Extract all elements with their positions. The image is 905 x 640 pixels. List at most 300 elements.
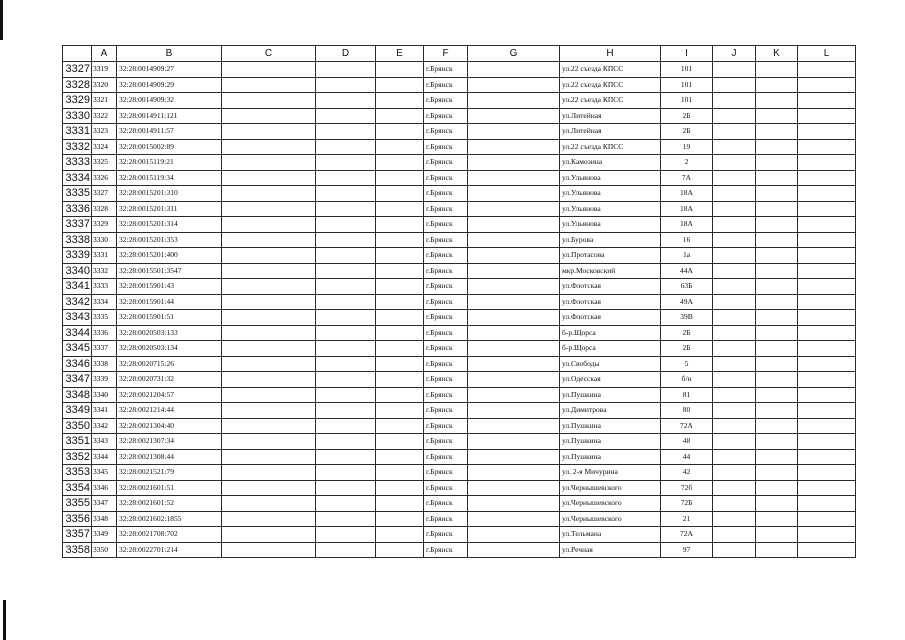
cell-d[interactable] [316, 418, 376, 434]
cell-k[interactable] [756, 263, 798, 279]
cell-d[interactable] [316, 449, 376, 465]
cell-e[interactable] [376, 186, 424, 202]
cell-j[interactable] [713, 108, 756, 124]
row-number[interactable]: 3328 [63, 77, 92, 93]
cell-b[interactable]: 32:28:0015002:89 [117, 139, 222, 155]
cell-c[interactable] [222, 108, 316, 124]
cell-k[interactable] [756, 542, 798, 558]
cell-j[interactable] [713, 449, 756, 465]
cell-i[interactable]: 49А [661, 294, 713, 310]
cell-e[interactable] [376, 372, 424, 388]
cell-d[interactable] [316, 372, 376, 388]
cell-b[interactable]: 32:28:0015201:314 [117, 217, 222, 233]
cell-j[interactable] [713, 263, 756, 279]
cell-i[interactable]: 81 [661, 387, 713, 403]
cell-l[interactable] [798, 542, 856, 558]
cell-k[interactable] [756, 434, 798, 450]
cell-e[interactable] [376, 387, 424, 403]
cell-a[interactable]: 3336 [92, 325, 117, 341]
cell-a[interactable]: 3332 [92, 263, 117, 279]
cell-b[interactable]: 32:28:0020731:32 [117, 372, 222, 388]
cell-j[interactable] [713, 310, 756, 326]
cell-g[interactable] [468, 341, 560, 357]
cell-c[interactable] [222, 186, 316, 202]
cell-g[interactable] [468, 387, 560, 403]
cell-j[interactable] [713, 434, 756, 450]
cell-l[interactable] [798, 356, 856, 372]
cell-d[interactable] [316, 465, 376, 481]
cell-e[interactable] [376, 527, 424, 543]
cell-i[interactable]: 2 [661, 155, 713, 171]
cell-a[interactable]: 3319 [92, 62, 117, 78]
cell-j[interactable] [713, 232, 756, 248]
cell-f[interactable]: г.Брянск [424, 201, 468, 217]
cell-g[interactable] [468, 418, 560, 434]
cell-l[interactable] [798, 108, 856, 124]
row-number[interactable]: 3347 [63, 372, 92, 388]
cell-b[interactable]: 32:28:0021521:79 [117, 465, 222, 481]
cell-h[interactable]: ул.Димитрова [560, 403, 661, 419]
cell-e[interactable] [376, 248, 424, 264]
cell-f[interactable]: г.Брянск [424, 325, 468, 341]
cell-h[interactable]: ул.22 съезда КПСС [560, 93, 661, 109]
cell-l[interactable] [798, 449, 856, 465]
cell-i[interactable]: 18А [661, 217, 713, 233]
cell-a[interactable]: 3347 [92, 496, 117, 512]
cell-i[interactable]: 16 [661, 232, 713, 248]
cell-a[interactable]: 3348 [92, 511, 117, 527]
cell-c[interactable] [222, 62, 316, 78]
cell-a[interactable]: 3338 [92, 356, 117, 372]
cell-e[interactable] [376, 496, 424, 512]
cell-j[interactable] [713, 372, 756, 388]
cell-h[interactable]: ул.22 съезда КПСС [560, 77, 661, 93]
cell-a[interactable]: 3346 [92, 480, 117, 496]
cell-h[interactable]: ул.Ульянова [560, 170, 661, 186]
cell-a[interactable]: 3337 [92, 341, 117, 357]
cell-a[interactable]: 3341 [92, 403, 117, 419]
cell-b[interactable]: 32:28:0021204:57 [117, 387, 222, 403]
cell-a[interactable]: 3333 [92, 279, 117, 295]
cell-h[interactable]: ул.Литейная [560, 124, 661, 140]
cell-b[interactable]: 32:28:0015201:353 [117, 232, 222, 248]
cell-j[interactable] [713, 139, 756, 155]
cell-e[interactable] [376, 465, 424, 481]
cell-f[interactable]: г.Брянск [424, 155, 468, 171]
cell-f[interactable]: г.Брянск [424, 108, 468, 124]
cell-g[interactable] [468, 496, 560, 512]
cell-f[interactable]: г.Брянск [424, 186, 468, 202]
cell-j[interactable] [713, 77, 756, 93]
cell-a[interactable]: 3349 [92, 527, 117, 543]
cell-h[interactable]: ул.Пушкина [560, 387, 661, 403]
cell-g[interactable] [468, 139, 560, 155]
cell-f[interactable]: г.Брянск [424, 480, 468, 496]
cell-l[interactable] [798, 403, 856, 419]
cell-d[interactable] [316, 356, 376, 372]
row-number[interactable]: 3356 [63, 511, 92, 527]
cell-j[interactable] [713, 279, 756, 295]
row-number[interactable]: 3338 [63, 232, 92, 248]
cell-i[interactable]: 101 [661, 62, 713, 78]
cell-g[interactable] [468, 465, 560, 481]
cell-a[interactable]: 3329 [92, 217, 117, 233]
cell-d[interactable] [316, 341, 376, 357]
cell-h[interactable]: ул.Пушкина [560, 434, 661, 450]
row-number[interactable]: 3346 [63, 356, 92, 372]
corner-header[interactable] [63, 46, 92, 62]
cell-k[interactable] [756, 418, 798, 434]
column-header-b[interactable]: B [117, 46, 222, 62]
cell-e[interactable] [376, 294, 424, 310]
cell-h[interactable]: ул.Литейная [560, 108, 661, 124]
cell-l[interactable] [798, 186, 856, 202]
cell-c[interactable] [222, 170, 316, 186]
cell-i[interactable]: 18А [661, 186, 713, 202]
cell-k[interactable] [756, 527, 798, 543]
cell-i[interactable]: 44 [661, 449, 713, 465]
cell-b[interactable]: 32:28:0015501:3547 [117, 263, 222, 279]
cell-e[interactable] [376, 155, 424, 171]
cell-b[interactable]: 32:28:0022701:214 [117, 542, 222, 558]
cell-g[interactable] [468, 186, 560, 202]
cell-g[interactable] [468, 62, 560, 78]
cell-b[interactable]: 32:28:0015201:310 [117, 186, 222, 202]
cell-c[interactable] [222, 310, 316, 326]
cell-k[interactable] [756, 480, 798, 496]
cell-j[interactable] [713, 542, 756, 558]
cell-e[interactable] [376, 341, 424, 357]
cell-h[interactable]: ул.22 съезда КПСС [560, 139, 661, 155]
cell-d[interactable] [316, 139, 376, 155]
cell-l[interactable] [798, 248, 856, 264]
cell-l[interactable] [798, 527, 856, 543]
cell-a[interactable]: 3343 [92, 434, 117, 450]
cell-d[interactable] [316, 511, 376, 527]
cell-c[interactable] [222, 155, 316, 171]
cell-i[interactable]: 2Б [661, 108, 713, 124]
cell-c[interactable] [222, 325, 316, 341]
row-number[interactable]: 3334 [63, 170, 92, 186]
cell-i[interactable]: 2Б [661, 124, 713, 140]
cell-f[interactable]: г.Брянск [424, 170, 468, 186]
cell-l[interactable] [798, 434, 856, 450]
cell-i[interactable]: 7А [661, 170, 713, 186]
cell-b[interactable]: 32:28:0021307:34 [117, 434, 222, 450]
cell-e[interactable] [376, 93, 424, 109]
cell-d[interactable] [316, 294, 376, 310]
cell-h[interactable]: ул.Тельмана [560, 527, 661, 543]
cell-f[interactable]: г.Брянск [424, 217, 468, 233]
cell-d[interactable] [316, 542, 376, 558]
cell-c[interactable] [222, 496, 316, 512]
cell-c[interactable] [222, 387, 316, 403]
cell-i[interactable]: 18А [661, 201, 713, 217]
cell-a[interactable]: 3326 [92, 170, 117, 186]
column-header-e[interactable]: E [376, 46, 424, 62]
column-header-d[interactable]: D [316, 46, 376, 62]
cell-f[interactable]: г.Брянск [424, 248, 468, 264]
cell-d[interactable] [316, 310, 376, 326]
cell-k[interactable] [756, 186, 798, 202]
cell-a[interactable]: 3322 [92, 108, 117, 124]
column-header-j[interactable]: J [713, 46, 756, 62]
cell-c[interactable] [222, 232, 316, 248]
cell-f[interactable]: г.Брянск [424, 434, 468, 450]
cell-h[interactable]: ул.Бурова [560, 232, 661, 248]
cell-d[interactable] [316, 480, 376, 496]
cell-e[interactable] [376, 139, 424, 155]
cell-i[interactable]: 97 [661, 542, 713, 558]
cell-a[interactable]: 3350 [92, 542, 117, 558]
cell-k[interactable] [756, 124, 798, 140]
cell-d[interactable] [316, 387, 376, 403]
cell-d[interactable] [316, 325, 376, 341]
cell-k[interactable] [756, 465, 798, 481]
row-number[interactable]: 3337 [63, 217, 92, 233]
cell-d[interactable] [316, 155, 376, 171]
cell-l[interactable] [798, 279, 856, 295]
cell-b[interactable]: 32:28:0015901:43 [117, 279, 222, 295]
cell-e[interactable] [376, 418, 424, 434]
row-number[interactable]: 3341 [63, 279, 92, 295]
cell-e[interactable] [376, 232, 424, 248]
cell-k[interactable] [756, 93, 798, 109]
cell-b[interactable]: 32:28:0015119:34 [117, 170, 222, 186]
cell-i[interactable]: 44А [661, 263, 713, 279]
cell-a[interactable]: 3324 [92, 139, 117, 155]
cell-g[interactable] [468, 279, 560, 295]
cell-j[interactable] [713, 93, 756, 109]
cell-i[interactable]: 72А [661, 418, 713, 434]
cell-i[interactable]: 101 [661, 93, 713, 109]
cell-l[interactable] [798, 124, 856, 140]
row-number[interactable]: 3343 [63, 310, 92, 326]
cell-e[interactable] [376, 542, 424, 558]
cell-f[interactable]: г.Брянск [424, 511, 468, 527]
cell-l[interactable] [798, 325, 856, 341]
cell-h[interactable]: ул.Флотская [560, 279, 661, 295]
cell-d[interactable] [316, 496, 376, 512]
cell-j[interactable] [713, 418, 756, 434]
cell-g[interactable] [468, 263, 560, 279]
cell-c[interactable] [222, 294, 316, 310]
cell-h[interactable]: ул.Чернышевского [560, 511, 661, 527]
row-number[interactable]: 3348 [63, 387, 92, 403]
cell-b[interactable]: 32:28:0015901:51 [117, 310, 222, 326]
cell-b[interactable]: 32:28:0014911:121 [117, 108, 222, 124]
cell-a[interactable]: 3344 [92, 449, 117, 465]
column-header-g[interactable]: G [468, 46, 560, 62]
cell-i[interactable]: 101 [661, 77, 713, 93]
row-number[interactable]: 3330 [63, 108, 92, 124]
cell-g[interactable] [468, 511, 560, 527]
cell-d[interactable] [316, 403, 376, 419]
cell-g[interactable] [468, 201, 560, 217]
cell-g[interactable] [468, 93, 560, 109]
cell-i[interactable]: 19 [661, 139, 713, 155]
cell-c[interactable] [222, 511, 316, 527]
cell-g[interactable] [468, 217, 560, 233]
cell-i[interactable]: 42 [661, 465, 713, 481]
cell-k[interactable] [756, 201, 798, 217]
cell-i[interactable]: 80 [661, 403, 713, 419]
cell-f[interactable]: г.Брянск [424, 372, 468, 388]
cell-f[interactable]: г.Брянск [424, 496, 468, 512]
cell-d[interactable] [316, 186, 376, 202]
cell-k[interactable] [756, 294, 798, 310]
cell-j[interactable] [713, 480, 756, 496]
cell-j[interactable] [713, 186, 756, 202]
cell-j[interactable] [713, 155, 756, 171]
cell-g[interactable] [468, 77, 560, 93]
cell-d[interactable] [316, 108, 376, 124]
cell-e[interactable] [376, 449, 424, 465]
column-header-f[interactable]: F [424, 46, 468, 62]
cell-g[interactable] [468, 124, 560, 140]
cell-a[interactable]: 3342 [92, 418, 117, 434]
row-number[interactable]: 3329 [63, 93, 92, 109]
cell-f[interactable]: г.Брянск [424, 77, 468, 93]
row-number[interactable]: 3336 [63, 201, 92, 217]
cell-d[interactable] [316, 279, 376, 295]
cell-l[interactable] [798, 465, 856, 481]
cell-h[interactable]: ул.Ульянова [560, 201, 661, 217]
cell-b[interactable]: 32:28:0014909:29 [117, 77, 222, 93]
cell-f[interactable]: г.Брянск [424, 418, 468, 434]
cell-f[interactable]: г.Брянск [424, 310, 468, 326]
cell-a[interactable]: 3340 [92, 387, 117, 403]
row-number[interactable]: 3339 [63, 248, 92, 264]
cell-c[interactable] [222, 248, 316, 264]
cell-k[interactable] [756, 108, 798, 124]
cell-k[interactable] [756, 139, 798, 155]
row-number[interactable]: 3353 [63, 465, 92, 481]
cell-j[interactable] [713, 62, 756, 78]
cell-k[interactable] [756, 341, 798, 357]
cell-j[interactable] [713, 341, 756, 357]
cell-e[interactable] [376, 511, 424, 527]
cell-j[interactable] [713, 124, 756, 140]
cell-b[interactable]: 32:28:0020503:134 [117, 341, 222, 357]
cell-g[interactable] [468, 372, 560, 388]
cell-b[interactable]: 32:28:0021214:44 [117, 403, 222, 419]
cell-h[interactable]: ул.Речная [560, 542, 661, 558]
cell-f[interactable]: г.Брянск [424, 356, 468, 372]
cell-k[interactable] [756, 325, 798, 341]
cell-j[interactable] [713, 325, 756, 341]
cell-c[interactable] [222, 465, 316, 481]
cell-h[interactable]: ул.Чернышевского [560, 496, 661, 512]
cell-f[interactable]: г.Брянск [424, 279, 468, 295]
cell-i[interactable]: 5 [661, 356, 713, 372]
cell-l[interactable] [798, 77, 856, 93]
cell-g[interactable] [468, 155, 560, 171]
cell-d[interactable] [316, 201, 376, 217]
cell-c[interactable] [222, 77, 316, 93]
column-header-l[interactable]: L [798, 46, 856, 62]
cell-a[interactable]: 3321 [92, 93, 117, 109]
cell-c[interactable] [222, 217, 316, 233]
cell-h[interactable]: ул.Протасова [560, 248, 661, 264]
cell-d[interactable] [316, 77, 376, 93]
cell-i[interactable]: 21 [661, 511, 713, 527]
cell-d[interactable] [316, 124, 376, 140]
cell-c[interactable] [222, 356, 316, 372]
cell-k[interactable] [756, 62, 798, 78]
cell-l[interactable] [798, 170, 856, 186]
cell-i[interactable]: 2Б [661, 325, 713, 341]
cell-c[interactable] [222, 480, 316, 496]
cell-a[interactable]: 3325 [92, 155, 117, 171]
cell-f[interactable]: г.Брянск [424, 294, 468, 310]
cell-k[interactable] [756, 403, 798, 419]
cell-h[interactable]: ул.Камозина [560, 155, 661, 171]
cell-k[interactable] [756, 279, 798, 295]
cell-a[interactable]: 3335 [92, 310, 117, 326]
cell-i[interactable]: 1а [661, 248, 713, 264]
cell-h[interactable]: ул.Флотская [560, 294, 661, 310]
cell-l[interactable] [798, 155, 856, 171]
column-header-i[interactable]: I [661, 46, 713, 62]
cell-k[interactable] [756, 372, 798, 388]
cell-l[interactable] [798, 341, 856, 357]
cell-f[interactable]: г.Брянск [424, 449, 468, 465]
cell-b[interactable]: 32:28:0015119:21 [117, 155, 222, 171]
cell-h[interactable]: б-р.Щорса [560, 325, 661, 341]
cell-l[interactable] [798, 62, 856, 78]
cell-k[interactable] [756, 310, 798, 326]
cell-g[interactable] [468, 325, 560, 341]
cell-c[interactable] [222, 403, 316, 419]
cell-e[interactable] [376, 62, 424, 78]
cell-b[interactable]: 32:28:0021304:40 [117, 418, 222, 434]
cell-j[interactable] [713, 403, 756, 419]
cell-h[interactable]: ул.Ульянова [560, 186, 661, 202]
cell-k[interactable] [756, 77, 798, 93]
column-header-a[interactable]: A [92, 46, 117, 62]
cell-f[interactable]: г.Брянск [424, 124, 468, 140]
cell-e[interactable] [376, 403, 424, 419]
cell-f[interactable]: г.Брянск [424, 341, 468, 357]
cell-a[interactable]: 3339 [92, 372, 117, 388]
cell-l[interactable] [798, 372, 856, 388]
row-number[interactable]: 3354 [63, 480, 92, 496]
cell-d[interactable] [316, 62, 376, 78]
cell-j[interactable] [713, 527, 756, 543]
cell-i[interactable]: 48 [661, 434, 713, 450]
cell-b[interactable]: 32:28:0020715:26 [117, 356, 222, 372]
cell-b[interactable]: 32:28:0015901:44 [117, 294, 222, 310]
cell-j[interactable] [713, 217, 756, 233]
cell-i[interactable]: 2Б [661, 341, 713, 357]
cell-j[interactable] [713, 465, 756, 481]
cell-h[interactable]: ул.22 съезда КПСС [560, 62, 661, 78]
cell-k[interactable] [756, 248, 798, 264]
cell-g[interactable] [468, 310, 560, 326]
cell-g[interactable] [468, 527, 560, 543]
cell-a[interactable]: 3330 [92, 232, 117, 248]
cell-l[interactable] [798, 201, 856, 217]
cell-h[interactable]: мкр.Московский [560, 263, 661, 279]
cell-i[interactable]: 72Б [661, 496, 713, 512]
cell-j[interactable] [713, 496, 756, 512]
row-number[interactable]: 3335 [63, 186, 92, 202]
cell-c[interactable] [222, 542, 316, 558]
cell-j[interactable] [713, 170, 756, 186]
cell-b[interactable]: 32:28:0014911:57 [117, 124, 222, 140]
cell-g[interactable] [468, 232, 560, 248]
